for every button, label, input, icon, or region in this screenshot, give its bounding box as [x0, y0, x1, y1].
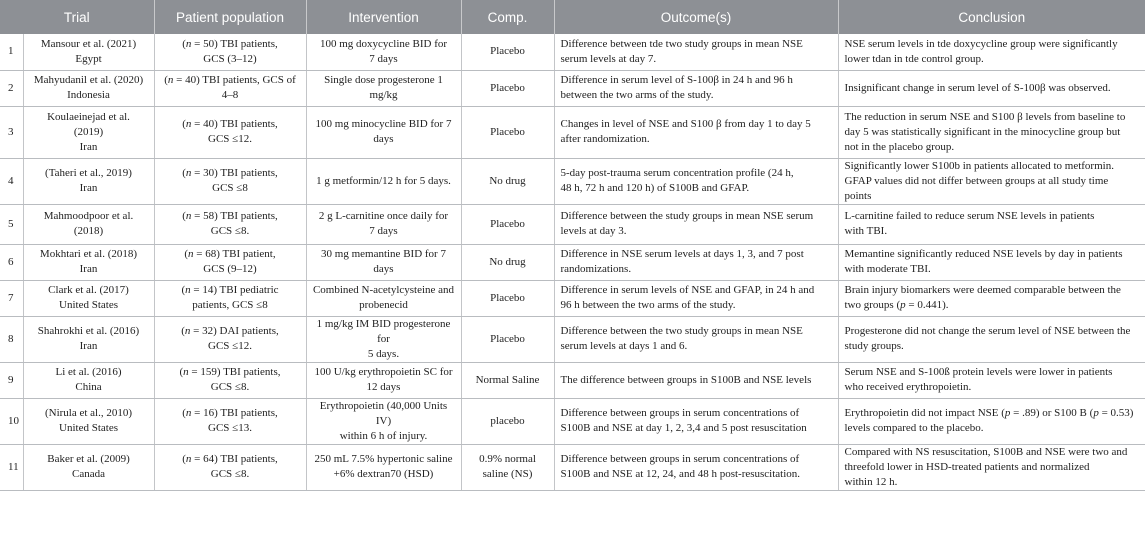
trial-cell: Koulaeinejad et al. (2019) Iran — [23, 106, 154, 158]
trial-number: 2 — [0, 70, 23, 106]
comparator-cell: Placebo — [461, 70, 554, 106]
conclusion-cell: The reduction in serum NSE and S100 β levels from baseline to day 5 was statistically significant in the minocycline group but not in the placebo group. — [838, 106, 1145, 158]
intervention-cell: 30 mg memantine BID for 7 days — [306, 244, 461, 280]
comparator-cell: Placebo — [461, 204, 554, 244]
table-row — [0, 158, 1145, 204]
conclusion-cell: Compared with NS resuscitation, S100B and NSE were two and threefold lower in HSD-treated patients and normalized within 12 h. — [838, 444, 1145, 490]
outcome-cell: Difference between the two study groups in mean NSE serum levels at days 1 and 6. — [554, 316, 838, 362]
intervention-cell: Erythropoietin (40,000 Units IV) within 6 h of injury. — [306, 398, 461, 444]
outcome-cell: Difference in NSE serum levels at days 1, 3, and 7 post randomizations. — [554, 244, 838, 280]
table-row — [0, 398, 1145, 444]
population-cell: (n = 68) TBI patient, GCS (9–12) — [154, 244, 306, 280]
population-cell: (n = 159) TBI patients, GCS ≤8. — [154, 362, 306, 398]
trial-cell: Mahmoodpoor et al. (2018) — [23, 204, 154, 244]
conclusion-cell: Insignificant change in serum level of S-100β was observed. — [838, 70, 1145, 106]
trial-number: 5 — [0, 204, 23, 244]
table-row — [0, 316, 1145, 362]
comparator-cell: Placebo — [461, 280, 554, 316]
trial-cell: Clark et al. (2017) United States — [23, 280, 154, 316]
outcome-cell: Difference between the study groups in mean NSE serum levels at day 3. — [554, 204, 838, 244]
trial-number: 8 — [0, 316, 23, 362]
conclusion-cell: Memantine significantly reduced NSE levels by day in patients with moderate TBI. — [838, 244, 1145, 280]
header-intervention: Intervention — [306, 0, 461, 34]
header-outcomes: Outcome(s) — [554, 0, 838, 34]
outcome-cell: Difference in serum levels of NSE and GFAP, in 24 h and 96 h between the two arms of the study. — [554, 280, 838, 316]
table-row — [0, 34, 1145, 70]
comparator-cell: No drug — [461, 158, 554, 204]
population-cell: (n = 30) TBI patients, GCS ≤8 — [154, 158, 306, 204]
trial-number: 6 — [0, 244, 23, 280]
population-cell: (n = 32) DAI patients, GCS ≤12. — [154, 316, 306, 362]
population-cell: (n = 40) TBI patients, GCS of 4–8 — [154, 70, 306, 106]
intervention-cell: 1 mg/kg IM BID progesterone for 5 days. — [306, 316, 461, 362]
intervention-cell: 100 mg minocycline BID for 7 days — [306, 106, 461, 158]
table-row — [0, 204, 1145, 244]
population-cell: (n = 16) TBI patients, GCS ≤13. — [154, 398, 306, 444]
header-trial: Trial — [0, 0, 154, 34]
trial-number: 3 — [0, 106, 23, 158]
outcome-cell: Changes in level of NSE and S100 β from day 1 to day 5 after randomization. — [554, 106, 838, 158]
intervention-cell: 2 g L-carnitine once daily for 7 days — [306, 204, 461, 244]
trial-cell: Shahrokhi et al. (2016) Iran — [23, 316, 154, 362]
table-row — [0, 280, 1145, 316]
conclusion-cell: Erythropoietin did not impact NSE (p = .89) or S100 B (p = 0.53) levels compared to the placebo. — [838, 398, 1145, 444]
intervention-cell: 100 mg doxycycline BID for 7 days — [306, 34, 461, 70]
intervention-cell: 100 U/kg erythropoietin SC for 12 days — [306, 362, 461, 398]
table-row — [0, 70, 1145, 106]
outcome-cell: The difference between groups in S100B and NSE levels — [554, 362, 838, 398]
conclusion-cell: Brain injury biomarkers were deemed comparable between the two groups (p = 0.441). — [838, 280, 1145, 316]
trial-cell: Mokhtari et al. (2018) Iran — [23, 244, 154, 280]
conclusion-cell: NSE serum levels in tde doxycycline group were significantly lower tdan in tde control group. — [838, 34, 1145, 70]
outcome-cell: Difference between groups in serum concentrations of S100B and NSE at 12, 24, and 48 h post-resuscitation. — [554, 444, 838, 490]
population-cell: (n = 14) TBI pediatric patients, GCS ≤8 — [154, 280, 306, 316]
population-cell: (n = 58) TBI patients, GCS ≤8. — [154, 204, 306, 244]
intervention-cell: Combined N-acetylcysteine and probenecid — [306, 280, 461, 316]
population-cell: (n = 40) TBI patients, GCS ≤12. — [154, 106, 306, 158]
trial-cell: Baker et al. (2009) Canada — [23, 444, 154, 490]
table-row — [0, 444, 1145, 490]
trial-number: 9 — [0, 362, 23, 398]
intervention-cell: Single dose progesterone 1 mg/kg — [306, 70, 461, 106]
trial-number: 1 — [0, 34, 23, 70]
comparator-cell: Normal Saline — [461, 362, 554, 398]
trial-number: 10 — [0, 398, 23, 444]
population-cell: (n = 50) TBI patients, GCS (3–12) — [154, 34, 306, 70]
comparator-cell: Placebo — [461, 316, 554, 362]
intervention-cell: 1 g metformin/12 h for 5 days. — [306, 158, 461, 204]
trial-cell: Mahyudanil et al. (2020) Indonesia — [23, 70, 154, 106]
trial-cell: Mansour et al. (2021) Egypt — [23, 34, 154, 70]
trial-number: 11 — [0, 444, 23, 490]
trial-number: 7 — [0, 280, 23, 316]
header-comparator: Comp. — [461, 0, 554, 34]
conclusion-cell: Significantly lower S100b in patients allocated to metformin. GFAP values did not differ between groups at all study time points — [838, 158, 1145, 204]
outcome-cell: Difference in serum level of S-100β in 24 h and 96 h between the two arms of the study. — [554, 70, 838, 106]
conclusion-cell: L-carnitine failed to reduce serum NSE levels in patients with TBI. — [838, 204, 1145, 244]
comparator-cell: No drug — [461, 244, 554, 280]
outcome-cell: 5-day post-trauma serum concentration profile (24 h, 48 h, 72 h and 120 h) of S100B and GFAP. — [554, 158, 838, 204]
header-patient-population: Patient population — [154, 0, 306, 34]
trial-number: 4 — [0, 158, 23, 204]
trial-cell: Li et al. (2016) China — [23, 362, 154, 398]
conclusion-cell: Progesterone did not change the serum level of NSE between the study groups. — [838, 316, 1145, 362]
header-row — [0, 0, 1145, 34]
table-row — [0, 362, 1145, 398]
table-row — [0, 244, 1145, 280]
population-cell: (n = 64) TBI patients, GCS ≤8. — [154, 444, 306, 490]
intervention-cell: 250 mL 7.5% hypertonic saline +6% dextran70 (HSD) — [306, 444, 461, 490]
outcome-cell: Difference between groups in serum concentrations of S100B and NSE at day 1, 2, 3,4 and 5 post resuscitation — [554, 398, 838, 444]
table-row — [0, 106, 1145, 158]
table-body — [0, 34, 1145, 490]
comparator-cell: placebo — [461, 398, 554, 444]
trial-cell: (Taheri et al., 2019) Iran — [23, 158, 154, 204]
comparator-cell: Placebo — [461, 34, 554, 70]
outcome-cell: Difference between tde two study groups in mean NSE serum levels at day 7. — [554, 34, 838, 70]
comparator-cell: Placebo — [461, 106, 554, 158]
header-conclusion: Conclusion — [838, 0, 1145, 34]
comparator-cell: 0.9% normal saline (NS) — [461, 444, 554, 490]
conclusion-cell: Serum NSE and S-100ß protein levels were lower in patients who received erythropoietin. — [838, 362, 1145, 398]
trial-cell: (Nirula et al., 2010) United States — [23, 398, 154, 444]
